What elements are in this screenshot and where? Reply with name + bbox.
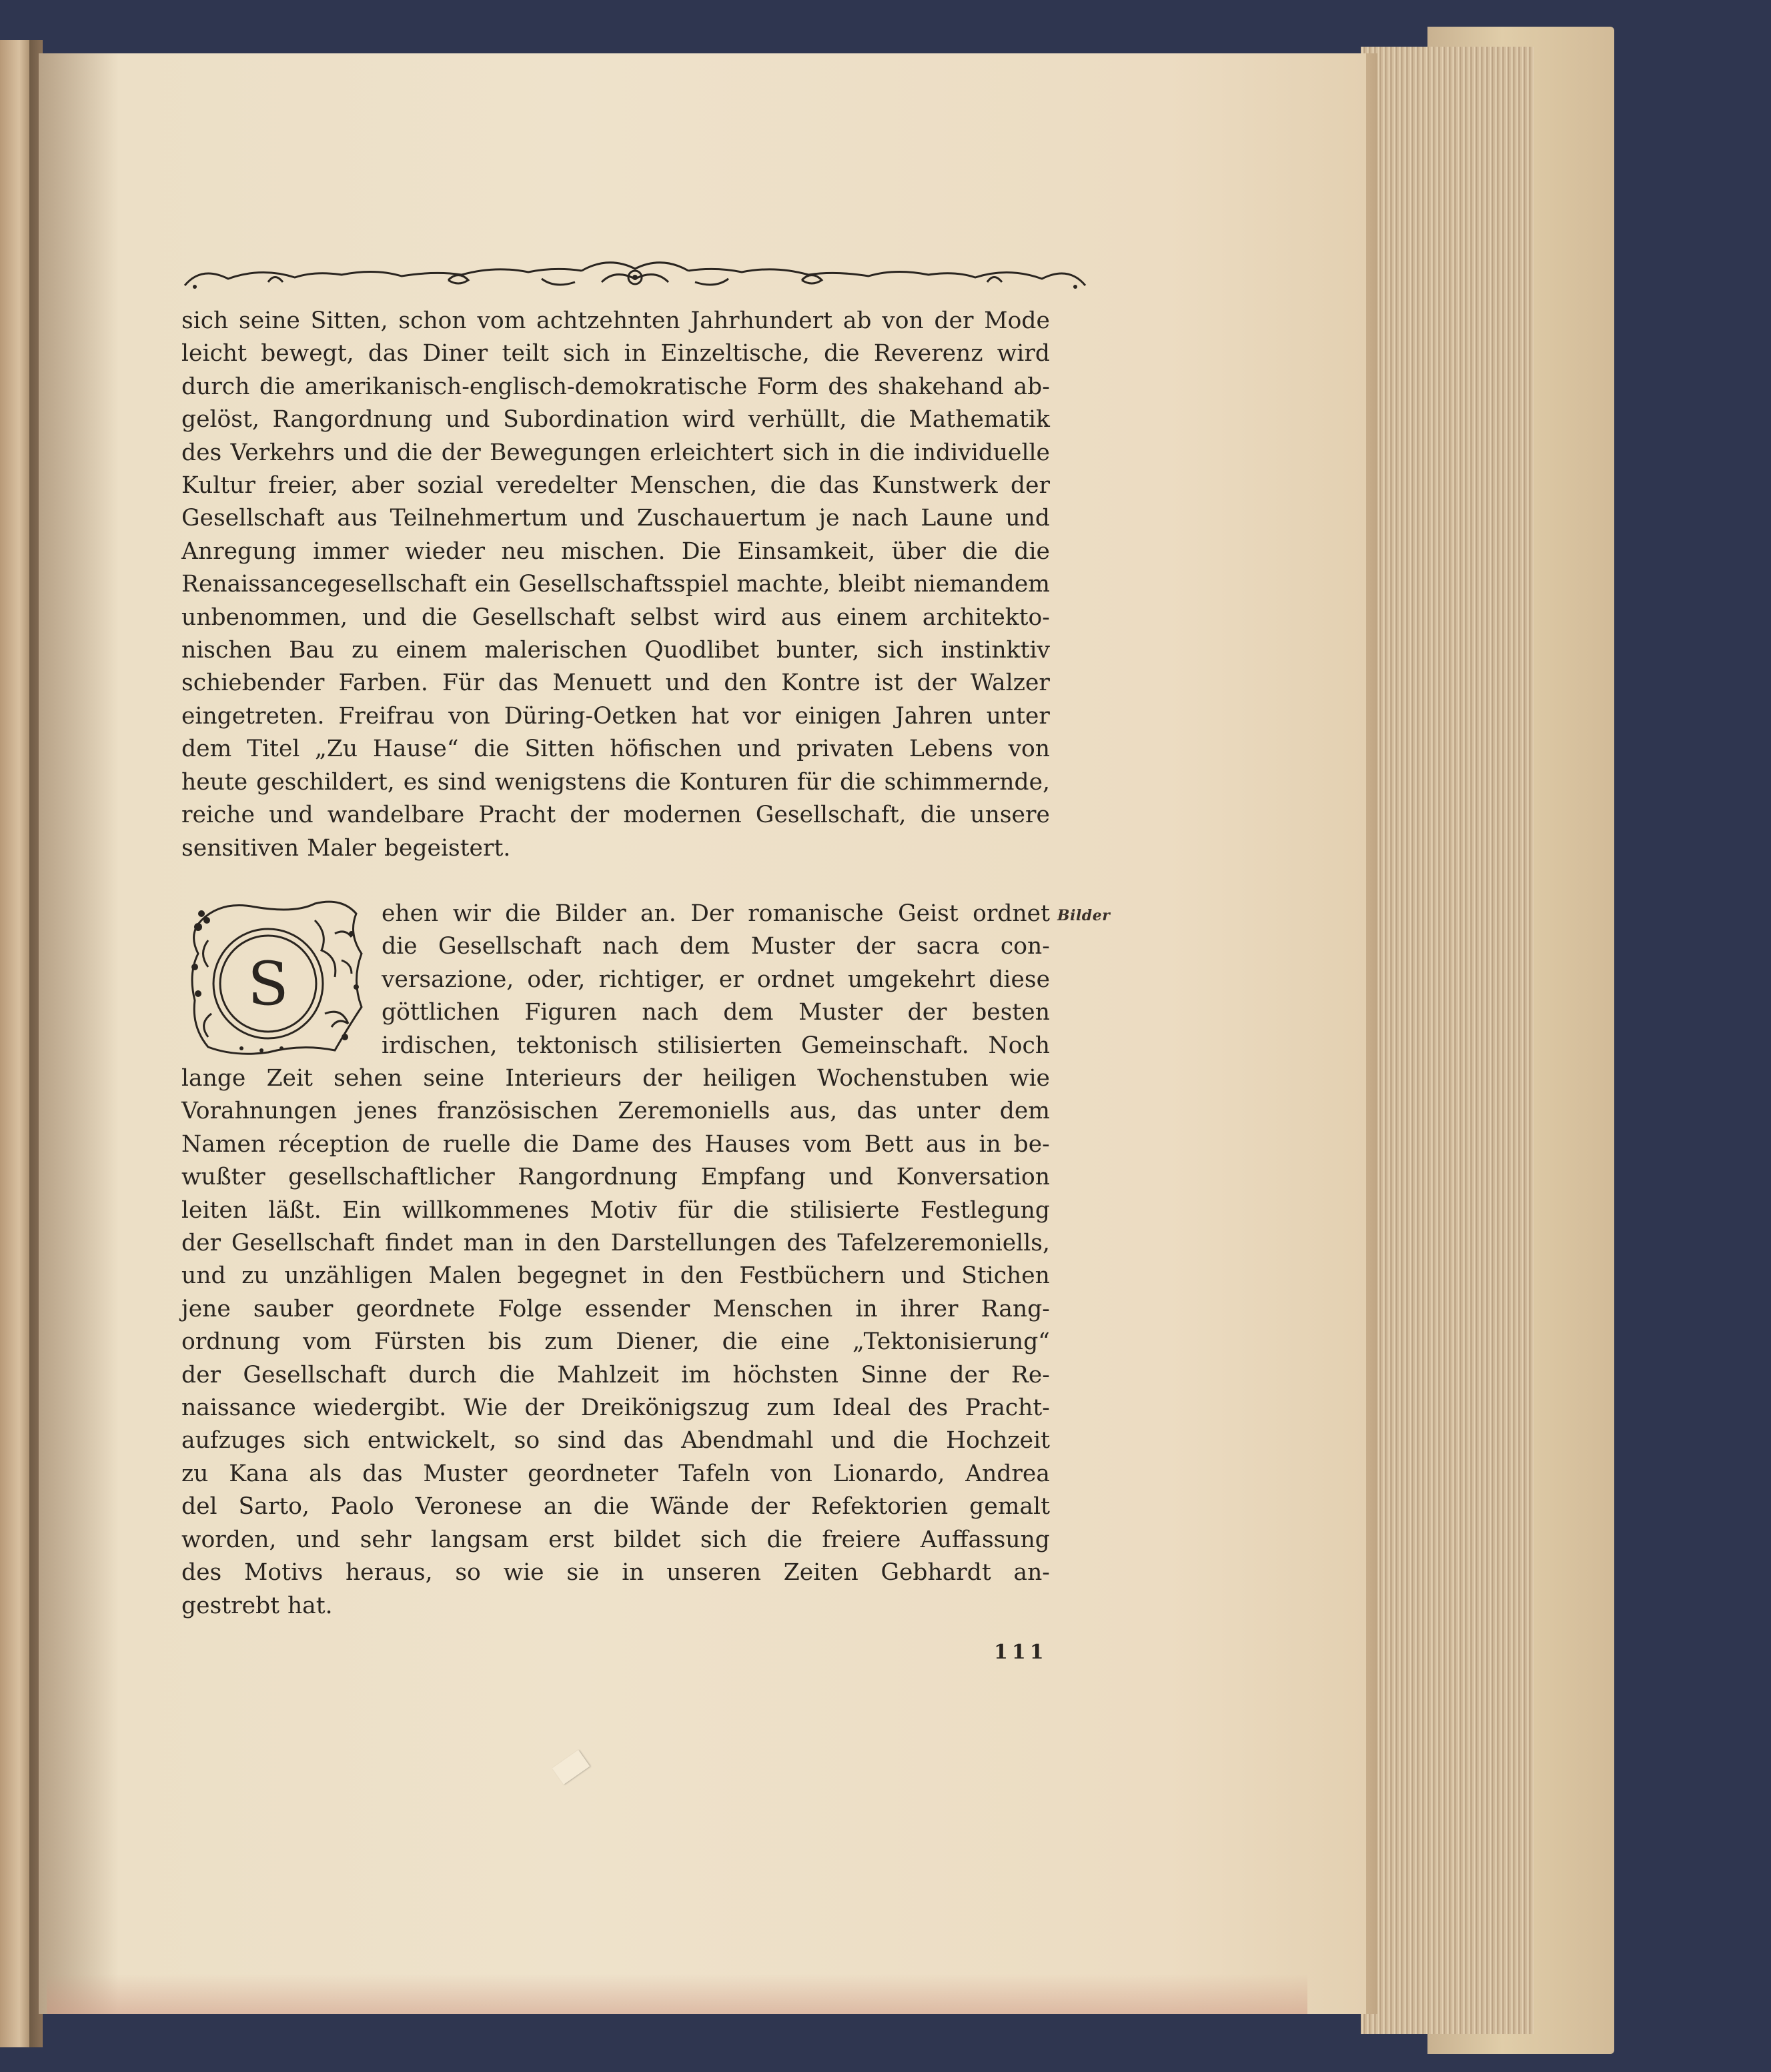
left-page-edge	[0, 40, 32, 2047]
text-line: reiche und wandelbare Pracht der modernen Gesellschaft, die unsere	[181, 802, 1050, 829]
text-line: dem Titel „Zu Hause“ die Sitten höfischen und privaten Lebens von	[181, 736, 1050, 763]
text-line: und zu unzähligen Malen begegnet in den Festbüchern und Stichen	[181, 1262, 1050, 1290]
text-line: des Verkehrs und die der Bewegungen erleichtert sich in die individuelle	[181, 439, 1050, 466]
text-line: die Gesellschaft nach dem Muster der sacra con-	[382, 933, 1050, 960]
paragraph-block-1	[181, 305, 1050, 865]
text-line: Gesellschaft aus Teilnehmertum und Zuschauertum je nach Laune und	[181, 505, 1050, 532]
gutter-shadow	[39, 53, 119, 2014]
text-line: ehen wir die Bilder an. Der romanische Geist ordnet	[382, 900, 1050, 927]
text-line: Namen réception de ruelle die Dame des Hauses vom Bett aus in be-	[181, 1130, 1050, 1158]
text-line: gestrebt hat.	[181, 1592, 333, 1619]
text-line: des Motivs heraus, so wie sie in unseren Zeiten Gebhardt an-	[181, 1559, 1050, 1587]
text-line: jene sauber geordnete Folge essender Menschen in ihrer Rang-	[181, 1295, 1050, 1322]
text-line: del Sarto, Paolo Veronese an die Wände der Refektorien gemalt	[181, 1493, 1050, 1520]
text-line: leicht bewegt, das Diner teilt sich in Einzeltische, die Reverenz wird	[181, 340, 1050, 367]
text-line: Kultur freier, aber sozial veredelter Menschen, die das Kunstwerk der	[181, 472, 1050, 499]
text-line: gelöst, Rangordnung und Subordination wird verhüllt, die Mathematik	[181, 406, 1050, 433]
text-line: Renaissancegesellschaft ein Gesellschaftsspiel machte, bleibt niemandem	[181, 571, 1050, 598]
text-line: schiebender Farben. Für das Menuett und den Kontre ist der Walzer	[181, 670, 1050, 697]
page-number: 111	[994, 1641, 1048, 1664]
text-line: irdischen, tektonisch stilisierten Gemeinschaft. Noch	[382, 1032, 1050, 1059]
text-line: versazione, oder, richtiger, er ordnet umgekehrt diese	[382, 966, 1050, 993]
text-line: durch die amerikanisch-englisch-demokratische Form des shakehand ab-	[181, 373, 1050, 400]
text-line: Anregung immer wieder neu mischen. Die Einsamkeit, über die die	[181, 538, 1050, 565]
text-line: naissance wiedergibt. Wie der Dreikönigszug zum Ideal des Pracht-	[181, 1394, 1050, 1422]
text-line: sensitiven Maler begeistert.	[181, 834, 511, 862]
paragraph-block-2-drop-lines	[181, 898, 1050, 1062]
text-line: leiten läßt. Ein willkommenes Motiv für die stilisierte Festlegung	[181, 1196, 1050, 1224]
text-line: aufzuges sich entwickelt, so sind das Abendmahl und die Hochzeit	[181, 1427, 1050, 1454]
margin-note: Bilder	[1057, 907, 1111, 924]
paragraph-block-2	[181, 1062, 1050, 1623]
drop-cap-letter: S	[247, 949, 289, 1019]
text-line: eingetreten. Freifrau von Düring-Oetken hat vor einigen Jahren unter	[181, 702, 1050, 730]
decorative-headpiece-ornament	[181, 252, 1089, 302]
text-line: ordnung vom Fürsten bis zum Diener, die eine „Tektonisierung“	[181, 1328, 1050, 1356]
text-line: worden, und sehr langsam erst bildet sich die freiere Auffassung	[181, 1526, 1050, 1553]
text-line: sich seine Sitten, schon vom achtzehnten Jahrhundert ab von der Mode	[181, 307, 1050, 334]
page-block-edges	[1361, 47, 1534, 2034]
text-line: Vorahnungen jenes französischen Zeremoniells aus, das unter dem	[181, 1098, 1050, 1125]
text-line: wußter gesellschaftlicher Rangordnung Empfang und Konversation	[181, 1164, 1050, 1191]
text-line: der Gesellschaft durch die Mahlzeit im höchsten Sinne der Re-	[181, 1361, 1050, 1388]
text-line: göttlichen Figuren nach dem Muster der besten	[382, 999, 1050, 1026]
text-line: unbenommen, und die Gesellschaft selbst wird aus einem architekto-	[181, 604, 1050, 631]
text-line: nischen Bau zu einem malerischen Quodlibet bunter, sich instinktiv	[181, 637, 1050, 664]
text-line: lange Zeit sehen seine Interieurs der heiligen Wochenstuben wie	[181, 1065, 1050, 1092]
text-line: heute geschildert, es sind wenigstens die Konturen für die schimmernde,	[181, 768, 1050, 796]
page-bottom-stain	[47, 1974, 1307, 2014]
text-line: der Gesellschaft findet man in den Darstellungen des Tafelzeremoniells,	[181, 1230, 1050, 1257]
text-line: zu Kana als das Muster geordneter Tafeln von Lionardo, Andrea	[181, 1460, 1050, 1487]
